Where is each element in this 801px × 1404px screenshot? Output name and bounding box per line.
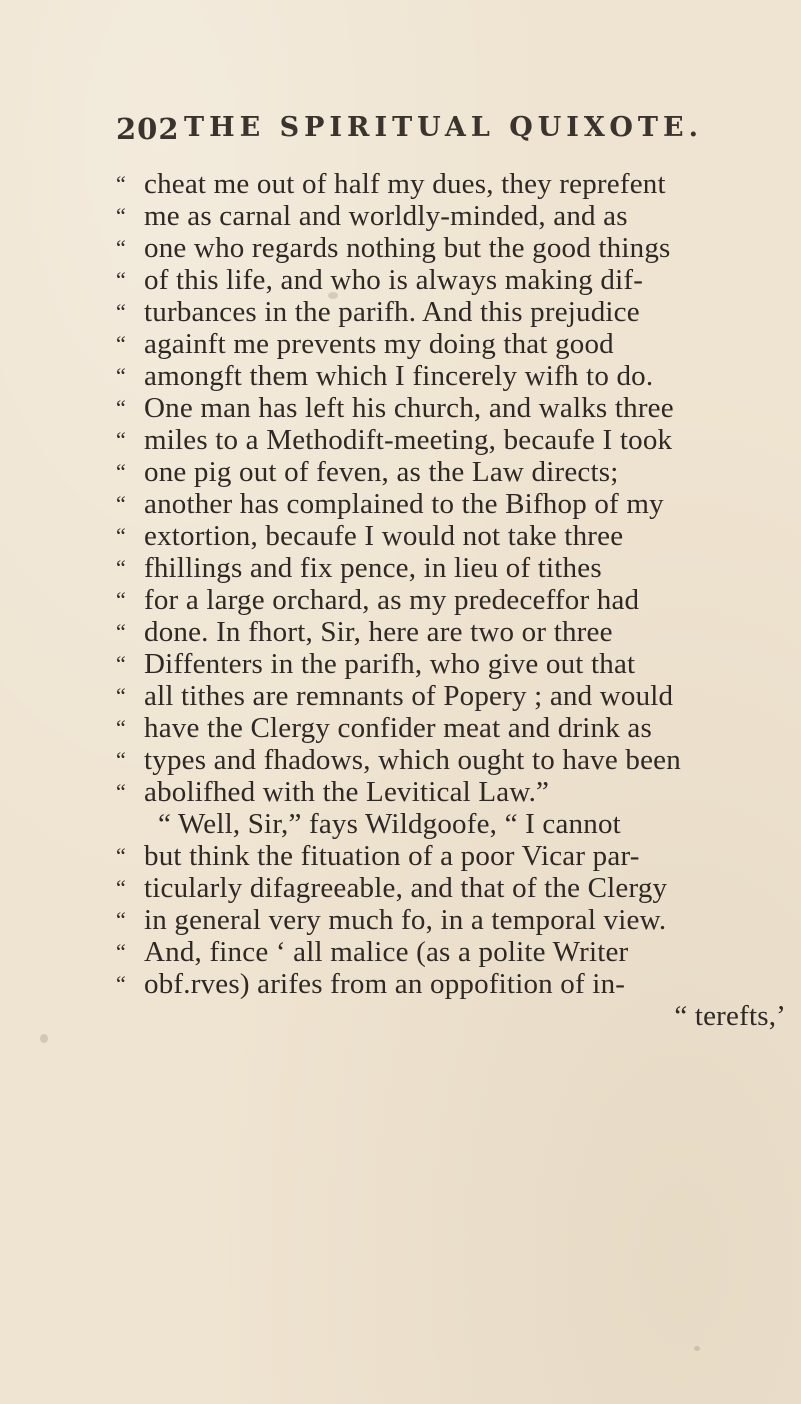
text-line [116,328,614,360]
quote-mark: “ [116,427,126,452]
line-text: for a large orchard, as my predeceffor had [144,584,640,616]
line-text: done. In fhort, Sir, here are two or three [144,616,613,648]
quote-mark: “ [116,651,126,676]
quote-mark: “ [116,875,126,900]
quote-mark: “ [116,587,126,612]
line-text: turbances in the parifh. And this prejudice [144,296,640,328]
text-line [116,232,671,264]
line-text: cheat me out of half my dues, they reprefent [144,168,666,200]
quote-mark: “ [116,171,126,196]
text-line [116,552,602,584]
quote-mark: “ [116,907,126,932]
text-line [116,904,666,936]
line-text: in general very much fo, in a temporal view. [144,904,667,936]
quote-mark: “ [116,267,126,292]
line-text: of this life, and who is always making dif- [144,264,644,296]
quote-mark: “ [116,779,126,804]
text-line [116,936,628,968]
line-text: againft me prevents my doing that good [144,328,614,360]
line-text: one who regards nothing but the good things [144,232,671,264]
page-number: 202 [116,112,180,146]
line-text: Diffenters in the parifh, who give out that [144,648,636,680]
quote-mark: “ [116,459,126,484]
line-text: ticularly difagreeable, and that of the Clergy [144,872,668,904]
line-text: One man has left his church, and walks three [144,392,674,424]
quote-mark: “ [116,299,126,324]
paper-spot [694,1346,700,1351]
line-text: another has complained to the Bifhop of my [144,488,664,520]
text-line [116,360,653,392]
quote-mark: “ [116,235,126,260]
text-line [116,808,621,840]
text-line [116,168,666,200]
quote-mark: “ [116,747,126,772]
quote-mark: “ [116,203,126,228]
text-line [116,200,628,232]
text-line [116,296,640,328]
line-text: fhillings and fix pence, in lieu of tithes [144,552,602,584]
text-line [116,392,674,424]
line-text: but think the fituation of a poor Vicar par- [144,840,640,872]
text-line [116,1000,786,1032]
quote-mark: “ [116,523,126,548]
line-text: “ Well, Sir,” fays Wildgoofe, “ I cannot [158,808,621,840]
line-text: And, fince ‘ all malice (as a polite Writer [144,936,629,968]
quote-mark: “ [116,971,126,996]
quote-mark: “ [116,395,126,420]
text-line [116,648,635,680]
quote-mark: “ [116,843,126,868]
quote-mark: “ [116,619,126,644]
line-text: “ terefts,’ [674,1000,786,1032]
text-line [116,584,639,616]
running-head: THE SPIRITUAL QUIXOTE. [184,112,703,143]
line-text: amongft them which I fincerely wifh to do. [144,360,654,392]
quote-mark: “ [116,715,126,740]
line-text: have the Clergy confider meat and drink as [144,712,652,744]
line-text: me as carnal and worldly-minded, and as [144,200,628,232]
quote-mark: “ [116,331,126,356]
text-line [116,424,672,456]
text-line [116,616,613,648]
paper-spot [40,1034,48,1043]
quote-mark: “ [116,491,126,516]
line-text: extortion, becaufe I would not take three [144,520,624,552]
line-text: obf.rves) arifes from an oppofition of in- [144,968,626,1000]
page-header [116,112,756,156]
text-line [116,776,549,808]
text-line [116,712,652,744]
line-text: all tithes are remnants of Popery ; and would [144,680,674,712]
text-line [116,840,640,872]
text-line [116,968,625,1000]
text-line [116,456,618,488]
text-line [116,680,673,712]
line-text: abolifhed with the Levitical Law.” [144,776,550,808]
quote-mark: “ [116,363,126,388]
text-line [116,744,681,776]
text-line [116,520,623,552]
text-line [116,488,664,520]
line-text: types and fhadows, which ought to have been [144,744,681,776]
line-text: miles to a Methodift-meeting, becaufe I took [144,424,673,456]
quote-mark: “ [116,555,126,580]
text-line [116,872,667,904]
line-text: one pig out of feven, as the Law directs; [144,456,619,488]
text-line [116,264,643,296]
quote-mark: “ [116,683,126,708]
quote-mark: “ [116,939,126,964]
